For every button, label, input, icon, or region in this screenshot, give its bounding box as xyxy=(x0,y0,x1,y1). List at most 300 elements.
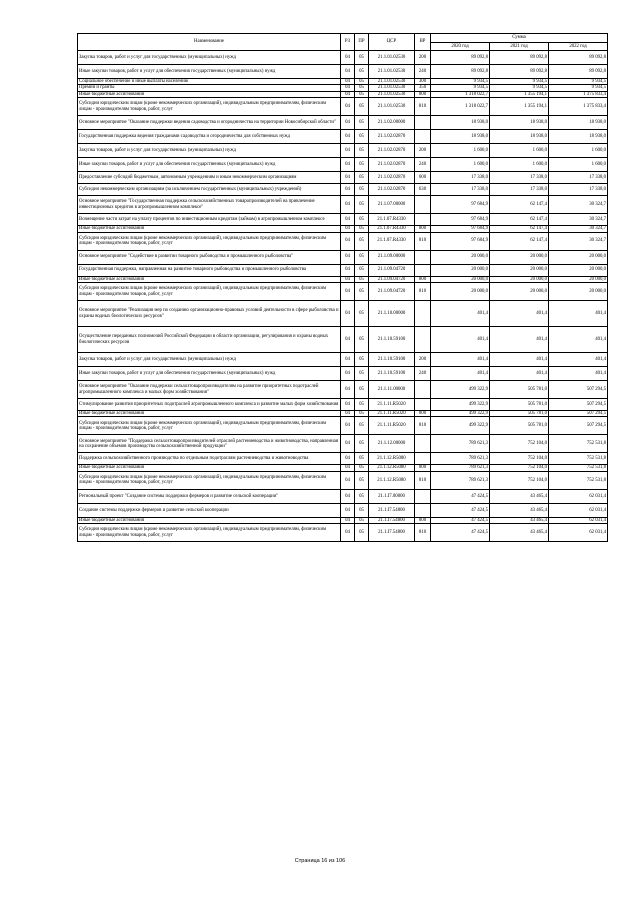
cell-vr: 300 xyxy=(415,79,431,85)
cell-sum-2021: 9 934,5 xyxy=(490,79,549,85)
cell-pr: 05 xyxy=(355,411,369,417)
cell-sum-2021: 20 000,0 xyxy=(490,250,549,264)
cell-sum-2021: 43 465,4 xyxy=(490,524,549,542)
cell-rz: 04 xyxy=(341,65,355,79)
table-row xyxy=(78,116,608,130)
cell-vr: 810 xyxy=(415,283,431,301)
cell-sum-2020: 47 424,5 xyxy=(431,503,490,517)
cell-sum-2022: 507 294,5 xyxy=(549,399,608,411)
cell-rz: 04 xyxy=(341,517,355,523)
cell-name: Субсидии юридическим лицам (кроме некоммерческих организаций), индивидуальным предпринимателям, физическим лицам - производителям товаров, работ, услуг xyxy=(78,98,341,116)
cell-rz: 04 xyxy=(341,435,355,453)
cell-sum-2020: 1 600,0 xyxy=(431,144,490,158)
cell-sum-2021: 401,4 xyxy=(490,367,549,381)
cell-name: Основное мероприятие "Оказание поддержки сельхозтоваропроизводителям на развитие приоритетных подотраслей агропромышленного комплекса и малых форм хозяйствования" xyxy=(78,381,341,399)
cell-csr: 21.1.09.04720 xyxy=(369,283,415,301)
cell-vr: 600 xyxy=(415,172,431,184)
cell-pr: 05 xyxy=(355,79,369,85)
cell-pr: 05 xyxy=(355,367,369,381)
cell-sum-2022: 752 531,8 xyxy=(549,435,608,453)
cell-sum-2020: 17 338,0 xyxy=(431,184,490,196)
cell-vr xyxy=(415,453,431,465)
cell-sum-2021: 1 355 194,1 xyxy=(490,91,549,97)
cell-sum-2021: 89 092,8 xyxy=(490,51,549,65)
cell-name: Поддержка сельскохозяйственного производства по отдельным подотраслям растениеводства и животноводства xyxy=(78,453,341,465)
cell-csr: 21.1.01.02530 xyxy=(369,65,415,79)
cell-name: Иные закупки товаров, работ и услуг для обеспечения государственных (муниципальных) нужд xyxy=(78,65,341,79)
cell-name: Закупка товаров, работ и услуг для государственных (муниципальных) нужд xyxy=(78,144,341,158)
cell-name: Стимулирование развития приоритетных подотраслей агропромышленного комплекса и развитие малых форм хозяйствования xyxy=(78,399,341,411)
cell-sum-2020: 47 424,5 xyxy=(431,489,490,503)
cell-vr xyxy=(415,503,431,517)
table-row xyxy=(78,196,608,214)
cell-csr: 21.1.02.02870 xyxy=(369,144,415,158)
cell-vr: 800 xyxy=(415,226,431,232)
cell-vr: 800 xyxy=(415,465,431,471)
cell-vr: 200 xyxy=(415,353,431,367)
cell-sum-2021: 752 104,0 xyxy=(490,453,549,465)
cell-vr: 630 xyxy=(415,184,431,196)
cell-name: Иные бюджетные ассигнования xyxy=(78,465,341,471)
budget-table xyxy=(77,33,608,542)
cell-sum-2020: 789 621,3 xyxy=(431,435,490,453)
cell-sum-2021: 43 465,4 xyxy=(490,489,549,503)
header-sum: Сумма xyxy=(431,34,608,43)
cell-vr xyxy=(415,250,431,264)
cell-sum-2022: 1 600,0 xyxy=(549,144,608,158)
cell-sum-2021: 62 147,4 xyxy=(490,232,549,250)
cell-sum-2020: 499 322,9 xyxy=(431,381,490,399)
cell-csr: 21.1.10.59100 xyxy=(369,353,415,367)
cell-sum-2020: 47 424,5 xyxy=(431,524,490,542)
cell-rz: 04 xyxy=(341,301,355,327)
table-row xyxy=(78,51,608,65)
table-row xyxy=(78,184,608,196)
cell-rz: 04 xyxy=(341,144,355,158)
cell-sum-2020: 401,4 xyxy=(431,353,490,367)
cell-sum-2021: 43 465,4 xyxy=(490,517,549,523)
cell-name: Субсидии юридическим лицам (кроме некоммерческих организаций), индивидуальным предпринимателям, физическим лицам - производителям товаров, работ, услуг xyxy=(78,524,341,542)
cell-sum-2020: 97 684,9 xyxy=(431,196,490,214)
cell-pr: 05 xyxy=(355,65,369,79)
header-csr: ЦСР xyxy=(369,34,415,51)
cell-vr: 810 xyxy=(415,98,431,116)
cell-name: Иные бюджетные ассигнования xyxy=(78,276,341,282)
cell-pr: 05 xyxy=(355,465,369,471)
table-row xyxy=(78,471,608,489)
cell-csr: 21.1.01.02530 xyxy=(369,85,415,91)
cell-sum-2021: 1 600,0 xyxy=(490,158,549,172)
cell-sum-2021: 20 000,0 xyxy=(490,283,549,301)
cell-name: Основное мероприятие "Оказание поддержки ведения садоводства и огородничества на территории Новосибирской области" xyxy=(78,116,341,130)
cell-sum-2020: 18 938,0 xyxy=(431,130,490,144)
header-vr: ВР xyxy=(415,34,431,51)
cell-csr: 21.1.09.00000 xyxy=(369,250,415,264)
cell-pr: 05 xyxy=(355,158,369,172)
cell-pr: 05 xyxy=(355,226,369,232)
cell-sum-2021: 505 781,0 xyxy=(490,417,549,435)
cell-name: Субсидии юридическим лицам (кроме некоммерческих организаций), индивидуальным предпринимателям, физическим лицам - производителям товаров, работ, услуг xyxy=(78,283,341,301)
cell-vr: 240 xyxy=(415,65,431,79)
cell-vr xyxy=(415,381,431,399)
cell-sum-2022: 1 600,0 xyxy=(549,158,608,172)
cell-pr: 05 xyxy=(355,283,369,301)
cell-sum-2022: 1 375 833,4 xyxy=(549,91,608,97)
cell-sum-2021: 18 938,0 xyxy=(490,130,549,144)
cell-sum-2022: 401,4 xyxy=(549,367,608,381)
cell-csr: 21.1.02.02870 xyxy=(369,184,415,196)
cell-csr: 21.1.10.00000 xyxy=(369,301,415,327)
cell-name: Субсидии некоммерческим организациям (за исключением государственных (муниципальных) учреждений) xyxy=(78,184,341,196)
table-row xyxy=(78,489,608,503)
table-row xyxy=(78,172,608,184)
cell-csr: 21.1.I7.54800 xyxy=(369,517,415,523)
cell-rz: 04 xyxy=(341,51,355,65)
cell-csr: 21.1.01.02530 xyxy=(369,91,415,97)
cell-vr xyxy=(415,214,431,226)
cell-csr: 21.1.10.59100 xyxy=(369,327,415,353)
cell-rz: 04 xyxy=(341,250,355,264)
cell-rz: 04 xyxy=(341,367,355,381)
cell-rz: 04 xyxy=(341,196,355,214)
cell-pr: 05 xyxy=(355,214,369,226)
cell-rz: 04 xyxy=(341,91,355,97)
cell-rz: 04 xyxy=(341,411,355,417)
cell-sum-2022: 62 031,4 xyxy=(549,524,608,542)
cell-rz: 04 xyxy=(341,453,355,465)
cell-sum-2021: 1 600,0 xyxy=(490,144,549,158)
cell-sum-2021: 505 781,0 xyxy=(490,381,549,399)
cell-csr: 21.1.11.R5020 xyxy=(369,411,415,417)
cell-sum-2022: 30 324,7 xyxy=(549,226,608,232)
cell-name: Государственная поддержка, направленная на развитие товарного рыбоводства и промышленного рыболовства xyxy=(78,264,341,276)
cell-sum-2022: 401,4 xyxy=(549,301,608,327)
cell-pr: 05 xyxy=(355,353,369,367)
cell-sum-2022: 18 938,0 xyxy=(549,116,608,130)
cell-rz: 04 xyxy=(341,264,355,276)
cell-pr: 05 xyxy=(355,130,369,144)
cell-rz: 04 xyxy=(341,489,355,503)
cell-name: Иные бюджетные ассигнования xyxy=(78,91,341,97)
cell-pr: 05 xyxy=(355,524,369,542)
cell-csr: 21.1.I7.00000 xyxy=(369,489,415,503)
cell-csr: 21.1.01.02530 xyxy=(369,98,415,116)
cell-sum-2022: 20 000,0 xyxy=(549,276,608,282)
cell-pr: 05 xyxy=(355,453,369,465)
cell-csr: 21.1.07.00000 xyxy=(369,196,415,214)
cell-sum-2022: 20 000,0 xyxy=(549,250,608,264)
cell-sum-2020: 20 000,0 xyxy=(431,283,490,301)
cell-vr xyxy=(415,264,431,276)
cell-vr xyxy=(415,399,431,411)
cell-csr: 21.1.11.R5020 xyxy=(369,417,415,435)
cell-sum-2020: 47 424,5 xyxy=(431,517,490,523)
cell-rz: 04 xyxy=(341,85,355,91)
cell-sum-2020: 401,4 xyxy=(431,367,490,381)
table-row xyxy=(78,144,608,158)
table-row xyxy=(78,381,608,399)
cell-vr: 810 xyxy=(415,417,431,435)
cell-name: Социальное обеспечение и иные выплаты населению xyxy=(78,79,341,85)
cell-pr: 05 xyxy=(355,98,369,116)
cell-pr: 05 xyxy=(355,116,369,130)
cell-rz: 04 xyxy=(341,381,355,399)
cell-sum-2021: 1 355 194,1 xyxy=(490,98,549,116)
cell-csr: 21.1.02.02870 xyxy=(369,130,415,144)
table-header xyxy=(78,34,608,51)
table-row xyxy=(78,327,608,353)
header-year-2021: 2021 год xyxy=(490,43,549,51)
cell-rz: 04 xyxy=(341,283,355,301)
cell-name: Иные бюджетные ассигнования xyxy=(78,411,341,417)
cell-sum-2021: 401,4 xyxy=(490,353,549,367)
cell-sum-2022: 1 375 833,4 xyxy=(549,98,608,116)
cell-pr: 05 xyxy=(355,196,369,214)
cell-pr: 05 xyxy=(355,435,369,453)
cell-name: Субсидии юридическим лицам (кроме некоммерческих организаций), индивидуальным предпринимателям, физическим лицам - производителям товаров, работ, услуг xyxy=(78,417,341,435)
cell-name: Основное мероприятие "Поддержка сельхозтоваропроизводителей отраслей растениеводства и животноводства, направленная на сохранение объемов производства сельскохозяйственной продукции" xyxy=(78,435,341,453)
cell-sum-2021: 18 938,0 xyxy=(490,116,549,130)
cell-rz: 04 xyxy=(341,98,355,116)
cell-sum-2020: 499 322,9 xyxy=(431,417,490,435)
cell-csr: 21.1.07.R4330 xyxy=(369,214,415,226)
cell-name: Основное мероприятие "Содействие в развитии товарного рыбоводства и промышленного рыболовства" xyxy=(78,250,341,264)
table-row xyxy=(78,98,608,116)
cell-csr: 21.1.10.59100 xyxy=(369,367,415,381)
cell-pr: 05 xyxy=(355,417,369,435)
cell-name: Иные закупки товаров, работ и услуг для обеспечения государственных (муниципальных) нужд xyxy=(78,158,341,172)
cell-rz: 04 xyxy=(341,172,355,184)
header-pr: ПР xyxy=(355,34,369,51)
cell-name: Создание системы поддержки фермеров и развитие сельской кооперации xyxy=(78,503,341,517)
cell-sum-2020: 499 322,9 xyxy=(431,411,490,417)
table-row xyxy=(78,524,608,542)
cell-vr: 810 xyxy=(415,232,431,250)
cell-sum-2022: 89 092,8 xyxy=(549,51,608,65)
cell-pr: 05 xyxy=(355,85,369,91)
cell-sum-2021: 62 147,4 xyxy=(490,196,549,214)
table-row xyxy=(78,214,608,226)
cell-name: Региональный проект "Создание системы поддержки фермеров и развитие сельской кооперации" xyxy=(78,489,341,503)
cell-vr xyxy=(415,327,431,353)
table-row xyxy=(78,264,608,276)
cell-rz: 04 xyxy=(341,184,355,196)
cell-name: Иные закупки товаров, работ и услуг для обеспечения государственных (муниципальных) нужд xyxy=(78,367,341,381)
cell-pr: 05 xyxy=(355,232,369,250)
cell-pr: 05 xyxy=(355,471,369,489)
cell-sum-2021: 401,4 xyxy=(490,301,549,327)
cell-rz: 04 xyxy=(341,471,355,489)
cell-rz: 04 xyxy=(341,327,355,353)
cell-sum-2020: 1 318 022,7 xyxy=(431,98,490,116)
cell-sum-2020: 97 684,9 xyxy=(431,232,490,250)
cell-sum-2021: 401,4 xyxy=(490,327,549,353)
cell-name: Закупка товаров, работ и услуг для государственных (муниципальных) нужд xyxy=(78,353,341,367)
table-row xyxy=(78,130,608,144)
cell-csr: 21.1.11.00000 xyxy=(369,381,415,399)
cell-rz: 04 xyxy=(341,417,355,435)
cell-pr: 05 xyxy=(355,144,369,158)
cell-pr: 05 xyxy=(355,381,369,399)
cell-sum-2021: 752 104,0 xyxy=(490,471,549,489)
cell-sum-2020: 20 000,0 xyxy=(431,264,490,276)
cell-pr: 05 xyxy=(355,250,369,264)
table-row xyxy=(78,65,608,79)
cell-sum-2020: 20 000,0 xyxy=(431,250,490,264)
table-row xyxy=(78,283,608,301)
table-row xyxy=(78,301,608,327)
cell-rz: 04 xyxy=(341,524,355,542)
cell-csr: 21.1.I7.54800 xyxy=(369,524,415,542)
cell-sum-2021: 9 934,5 xyxy=(490,85,549,91)
table-row xyxy=(78,232,608,250)
cell-rz: 04 xyxy=(341,353,355,367)
cell-vr xyxy=(415,196,431,214)
header-rz: РЗ xyxy=(341,34,355,51)
cell-vr: 800 xyxy=(415,91,431,97)
header-year-2020: 2020 год xyxy=(431,43,490,51)
cell-sum-2020: 789 621,3 xyxy=(431,465,490,471)
cell-sum-2021: 62 147,4 xyxy=(490,226,549,232)
cell-rz: 04 xyxy=(341,116,355,130)
cell-vr: 200 xyxy=(415,51,431,65)
cell-csr: 21.1.12.R5080 xyxy=(369,453,415,465)
cell-sum-2022: 752 531,8 xyxy=(549,471,608,489)
cell-pr: 05 xyxy=(355,264,369,276)
cell-pr: 05 xyxy=(355,91,369,97)
cell-name: Иные бюджетные ассигнования xyxy=(78,226,341,232)
cell-rz: 04 xyxy=(341,158,355,172)
cell-pr: 05 xyxy=(355,489,369,503)
cell-vr: 800 xyxy=(415,517,431,523)
table-row xyxy=(78,158,608,172)
table-row xyxy=(78,367,608,381)
cell-sum-2022: 752 531,8 xyxy=(549,465,608,471)
cell-pr: 05 xyxy=(355,184,369,196)
cell-csr: 21.1.07.R4330 xyxy=(369,232,415,250)
cell-vr xyxy=(415,116,431,130)
cell-csr: 21.1.02.00000 xyxy=(369,116,415,130)
cell-sum-2021: 43 465,4 xyxy=(490,503,549,517)
cell-sum-2022: 89 092,8 xyxy=(549,65,608,79)
cell-name: Субсидии юридическим лицам (кроме некоммерческих организаций), индивидуальным предпринимателям, физическим лицам - производителям товаров, работ, услуг xyxy=(78,232,341,250)
cell-sum-2022: 20 000,0 xyxy=(549,283,608,301)
table-row xyxy=(78,435,608,453)
cell-vr: 810 xyxy=(415,524,431,542)
cell-csr: 21.1.07.R4330 xyxy=(369,226,415,232)
cell-pr: 05 xyxy=(355,172,369,184)
cell-name: Основное мероприятие "Государственная поддержка сельскохозяйственных товаропроизводителей на привлечение инвестиционных кредитов в агропромышленном комплексе" xyxy=(78,196,341,214)
cell-csr: 21.1.01.02530 xyxy=(369,51,415,65)
cell-name: Субсидии юридическим лицам (кроме некоммерческих организаций), индивидуальным предпринимателям, физическим лицам - производителям товаров, работ, услуг xyxy=(78,471,341,489)
cell-vr xyxy=(415,301,431,327)
cell-pr: 05 xyxy=(355,51,369,65)
cell-sum-2022: 62 031,4 xyxy=(549,489,608,503)
cell-sum-2022: 30 324,7 xyxy=(549,232,608,250)
cell-sum-2022: 18 938,0 xyxy=(549,130,608,144)
cell-sum-2022: 20 000,0 xyxy=(549,264,608,276)
page-number: Страница 16 из 106 xyxy=(294,858,346,864)
cell-sum-2022: 9 934,5 xyxy=(549,79,608,85)
cell-sum-2022: 17 338,0 xyxy=(549,184,608,196)
cell-sum-2020: 1 318 022,7 xyxy=(431,91,490,97)
cell-name: Осуществление переданных полномочий Российской Федерации в области организации, регулирования и охраны водных биологических ресурсов xyxy=(78,327,341,353)
table-row xyxy=(78,250,608,264)
cell-sum-2022: 507 294,5 xyxy=(549,381,608,399)
cell-sum-2022: 9 934,5 xyxy=(549,85,608,91)
cell-sum-2020: 499 322,9 xyxy=(431,399,490,411)
cell-name: Закупка товаров, работ и услуг для государственных (муниципальных) нужд xyxy=(78,51,341,65)
cell-csr: 21.1.01.02530 xyxy=(369,79,415,85)
cell-rz: 04 xyxy=(341,276,355,282)
cell-sum-2021: 17 338,0 xyxy=(490,184,549,196)
cell-sum-2021: 17 338,0 xyxy=(490,172,549,184)
table-row xyxy=(78,453,608,465)
header-year-2022: 2022 год xyxy=(549,43,608,51)
cell-rz: 04 xyxy=(341,79,355,85)
cell-csr: 21.1.12.R5080 xyxy=(369,465,415,471)
cell-sum-2020: 9 934,5 xyxy=(431,85,490,91)
cell-csr: 21.1.02.02870 xyxy=(369,158,415,172)
cell-vr: 240 xyxy=(415,367,431,381)
table-row xyxy=(78,353,608,367)
cell-pr: 05 xyxy=(355,301,369,327)
cell-vr xyxy=(415,130,431,144)
cell-rz: 04 xyxy=(341,214,355,226)
cell-sum-2020: 17 338,0 xyxy=(431,172,490,184)
cell-sum-2020: 789 621,3 xyxy=(431,471,490,489)
cell-rz: 04 xyxy=(341,130,355,144)
cell-sum-2021: 20 000,0 xyxy=(490,276,549,282)
cell-sum-2021: 752 104,0 xyxy=(490,435,549,453)
cell-name: Премии и гранты xyxy=(78,85,341,91)
cell-sum-2022: 507 294,5 xyxy=(549,417,608,435)
cell-csr: 21.1.I7.54800 xyxy=(369,503,415,517)
cell-sum-2021: 752 104,0 xyxy=(490,465,549,471)
cell-sum-2020: 9 934,5 xyxy=(431,79,490,85)
cell-sum-2020: 789 621,3 xyxy=(431,453,490,465)
cell-sum-2020: 89 092,8 xyxy=(431,65,490,79)
cell-rz: 04 xyxy=(341,232,355,250)
cell-sum-2020: 1 600,0 xyxy=(431,158,490,172)
cell-vr: 800 xyxy=(415,411,431,417)
cell-pr: 05 xyxy=(355,327,369,353)
cell-sum-2020: 89 092,8 xyxy=(431,51,490,65)
cell-rz: 04 xyxy=(341,503,355,517)
table-body xyxy=(78,51,608,542)
table-row xyxy=(78,417,608,435)
cell-sum-2022: 401,4 xyxy=(549,327,608,353)
cell-sum-2022: 17 338,0 xyxy=(549,172,608,184)
cell-sum-2022: 62 031,4 xyxy=(549,503,608,517)
cell-sum-2022: 30 324,7 xyxy=(549,196,608,214)
cell-name: Возмещение части затрат на уплату процентов по инвестиционным кредитам (займам) в агропромышленном комплексе xyxy=(78,214,341,226)
cell-csr: 21.1.09.04720 xyxy=(369,276,415,282)
cell-sum-2021: 20 000,0 xyxy=(490,264,549,276)
cell-sum-2020: 20 000,0 xyxy=(431,276,490,282)
cell-csr: 21.1.12.00000 xyxy=(369,435,415,453)
cell-pr: 05 xyxy=(355,276,369,282)
cell-pr: 05 xyxy=(355,517,369,523)
cell-vr xyxy=(415,435,431,453)
cell-csr: 21.1.11.R5020 xyxy=(369,399,415,411)
cell-sum-2022: 752 531,8 xyxy=(549,453,608,465)
cell-sum-2022: 62 031,4 xyxy=(549,517,608,523)
cell-sum-2020: 97 684,9 xyxy=(431,214,490,226)
cell-vr xyxy=(415,489,431,503)
cell-sum-2021: 62 147,4 xyxy=(490,214,549,226)
table-row xyxy=(78,503,608,517)
